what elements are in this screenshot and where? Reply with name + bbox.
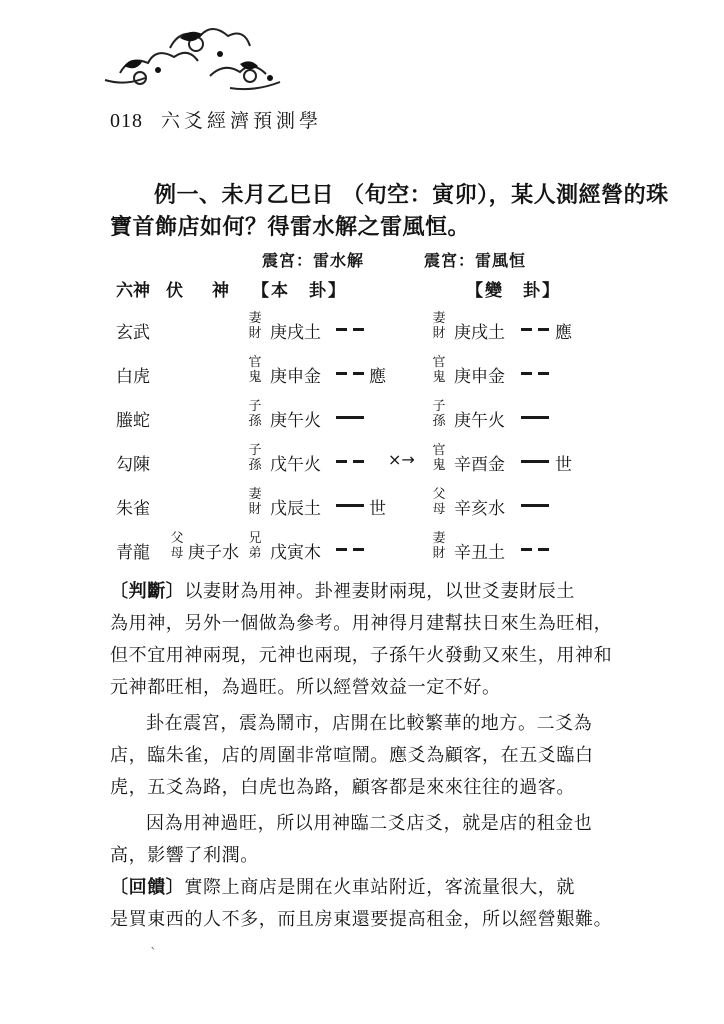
ganzhi: 庚申金 <box>270 367 321 387</box>
line-segment <box>336 328 347 331</box>
line-segment <box>521 416 549 419</box>
page-number: 018 <box>110 110 143 132</box>
intro-line-2: 寶首飾店如何？得雷水解之雷風恒。 <box>110 215 471 240</box>
spirit: 青龍 <box>116 543 150 563</box>
paragraph-analysis: 卦在震宮，震為鬧市，店開在比較繁華的地方。二爻為 店，臨朱雀，店的周圍非常喧鬧。應爻為顧客，在五爻臨白 虎，五爻為路，白虎也為路，顧客都是來來往往的過客。 <box>110 713 594 798</box>
line-segment <box>353 548 364 551</box>
stray-mark: ` <box>150 946 157 962</box>
table-row <box>0 350 724 394</box>
line-segment <box>336 372 347 375</box>
changed-hexagram-label: 【變 卦】 <box>466 281 561 301</box>
spirit: 螣蛇 <box>116 411 150 431</box>
cloud-ornament-icon <box>100 18 290 96</box>
line-segment <box>336 416 364 419</box>
changed-line <box>521 548 549 551</box>
running-header <box>110 106 322 133</box>
spirit: 白虎 <box>116 367 150 387</box>
changed-relation: 父 母 <box>432 487 446 517</box>
intro-line-1: 例一、未月乙巳日 （旬空：寅卯），某人測經營的珠 <box>154 183 669 208</box>
table-row <box>0 394 724 438</box>
col-hidden-1: 伏 <box>166 281 183 301</box>
line-segment <box>538 372 549 375</box>
hidden-ganzhi: 庚子水 <box>188 543 239 563</box>
main-line <box>336 372 364 375</box>
label-feedback: 〔回饋〕 <box>110 877 185 898</box>
changed-line <box>521 504 549 507</box>
changed-relation: 官 鬼 <box>432 355 446 385</box>
line-mark: 世 <box>369 499 386 519</box>
ganzhi: 庚戌土 <box>270 323 321 343</box>
changed-line <box>521 372 549 375</box>
changed-ganzhi: 庚午火 <box>454 411 505 431</box>
line-segment <box>521 548 532 551</box>
relation: 子 孫 <box>248 443 262 473</box>
line-segment <box>336 460 347 463</box>
ganzhi: 戊寅木 <box>270 543 321 563</box>
col-hidden-2: 神 <box>212 281 229 301</box>
main-line <box>336 460 364 463</box>
main-hexagram-label: 【本 卦】 <box>252 281 347 301</box>
changed-ganzhi: 辛亥水 <box>454 499 505 519</box>
changed-relation: 妻 財 <box>432 311 446 341</box>
relation: 兄 弟 <box>248 531 262 561</box>
ganzhi: 庚午火 <box>270 411 321 431</box>
book-title: 六爻經濟預測學 <box>161 110 323 132</box>
changed-relation: 官 鬼 <box>432 443 446 473</box>
changed-ganzhi: 辛酉金 <box>454 455 505 475</box>
changed-line <box>521 416 549 419</box>
main-line <box>336 416 364 419</box>
paragraph-feedback: 〔回饋〕實際上商店是開在火車站附近，客流量很大，就 是買東西的人不多，而且房東還要提高租金，所以經營艱難。 <box>110 877 613 930</box>
line-segment <box>521 504 549 507</box>
table-row <box>0 438 724 482</box>
changed-ganzhi: 庚戌土 <box>454 323 505 343</box>
line-segment <box>521 460 549 463</box>
line-segment <box>521 328 532 331</box>
paragraph-judgement: 〔判斷〕以妻財為用神。卦裡妻財兩現，以世爻妻財辰土 為用神，另外一個做為參考。用神得月建幫扶日來生為旺相， 但不宜用神兩現，元神也兩現，子孫午火發動又來生，用神和 元神都旺相，為過旺。所以經營效益一定不好。 <box>110 581 613 698</box>
relation: 子 孫 <box>248 399 262 429</box>
paragraph-reason: 因為用神過旺，所以用神臨二爻店爻，就是店的租金也 高，影響了利潤。 <box>110 813 593 866</box>
changed-line-mark: 應 <box>555 323 572 343</box>
relation: 官 鬼 <box>248 355 262 385</box>
line-segment <box>336 548 347 551</box>
col-six-spirits: 六神 <box>116 281 150 301</box>
changed-line <box>521 328 549 331</box>
table-row <box>0 306 724 350</box>
line-segment <box>353 460 364 463</box>
changed-ganzhi: 庚申金 <box>454 367 505 387</box>
line-segment <box>521 372 532 375</box>
table-row <box>0 526 724 570</box>
line-segment <box>353 372 364 375</box>
line-mark: 應 <box>369 367 386 387</box>
spirit: 勾陳 <box>116 455 150 475</box>
hidden-relation: 父 母 <box>170 531 184 561</box>
main-line <box>336 328 364 331</box>
main-hexagram-title: 震宮：雷水解 <box>262 251 365 270</box>
main-line <box>336 504 364 507</box>
changed-ganzhi: 辛丑土 <box>454 543 505 563</box>
relation: 妻 財 <box>248 311 262 341</box>
table-row <box>0 482 724 526</box>
main-line <box>336 548 364 551</box>
ganzhi: 戊辰土 <box>270 499 321 519</box>
changed-relation: 妻 財 <box>432 531 446 561</box>
changed-line-mark: 世 <box>555 455 572 475</box>
changed-line <box>521 460 549 463</box>
line-segment <box>353 328 364 331</box>
spirit: 朱雀 <box>116 499 150 519</box>
label-judgement: 〔判斷〕 <box>110 581 185 602</box>
changed-relation: 子 孫 <box>432 399 446 429</box>
line-segment <box>538 548 549 551</box>
relation: 妻 財 <box>248 487 262 517</box>
change-arrow: ×→ <box>388 450 415 469</box>
spirit: 玄武 <box>116 323 150 343</box>
changed-hexagram-title: 震宮：雷風恒 <box>424 251 527 270</box>
line-segment <box>336 504 364 507</box>
line-segment <box>538 328 549 331</box>
ganzhi: 戊午火 <box>270 455 321 475</box>
